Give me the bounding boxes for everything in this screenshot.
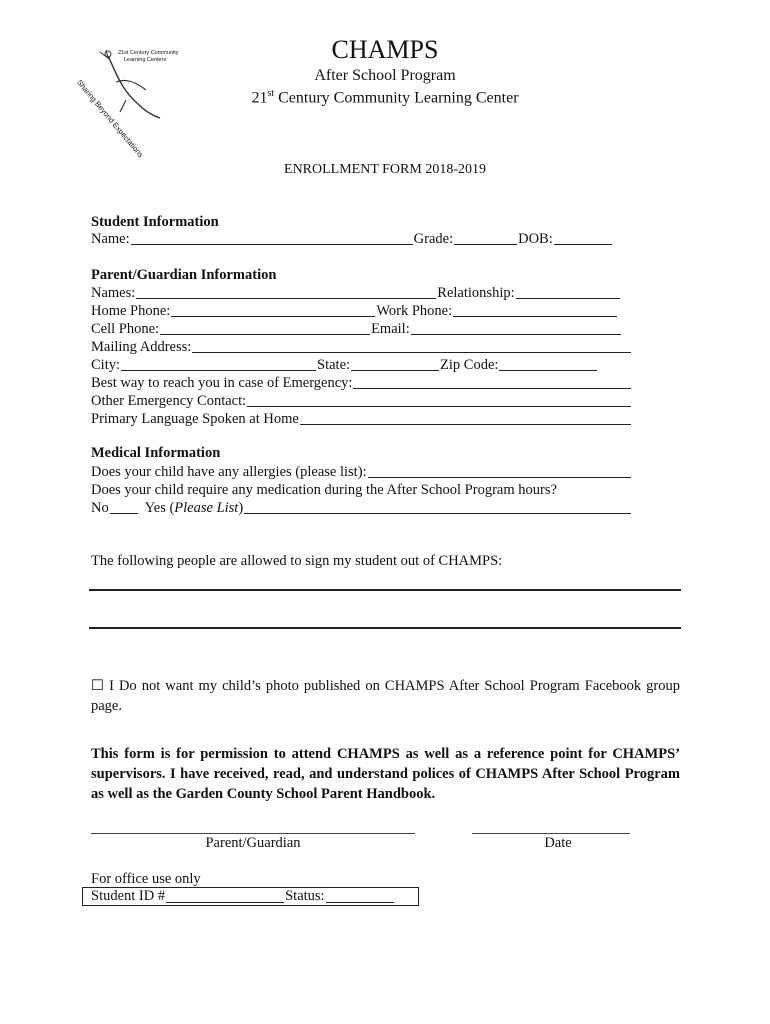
center-subtitle-number: 21 bbox=[251, 89, 268, 107]
no-field[interactable] bbox=[110, 513, 138, 514]
page-title: CHAMPS bbox=[331, 35, 439, 64]
parent-signature-line[interactable] bbox=[91, 833, 415, 834]
center-subtitle-text: Century Community Learning Center bbox=[274, 89, 519, 107]
grade-label: Grade: bbox=[413, 231, 454, 247]
allergies-label: Does your child have any allergies (please list): bbox=[91, 464, 367, 480]
photo-optout-checkbox[interactable]: ☐ bbox=[91, 678, 104, 694]
email-field[interactable] bbox=[411, 334, 621, 335]
student-name-field[interactable] bbox=[131, 244, 413, 245]
mailing-row bbox=[91, 338, 632, 356]
parent-info-heading: Parent/Guardian Information bbox=[91, 267, 277, 283]
student-id-field[interactable] bbox=[166, 902, 284, 903]
center-subtitle bbox=[0, 88, 770, 107]
other-contact-label: Other Emergency Contact: bbox=[91, 393, 247, 409]
state-field[interactable] bbox=[351, 370, 439, 371]
medication-question: Does your child require any medication during the After School Program hours? bbox=[91, 482, 557, 498]
office-use-heading: For office use only bbox=[91, 871, 201, 887]
work-phone-label: Work Phone: bbox=[376, 303, 453, 319]
date-label: Date bbox=[544, 835, 572, 851]
pickup-text: The following people are allowed to sign my student out of CHAMPS: bbox=[91, 553, 503, 569]
pickup-line-2[interactable] bbox=[89, 627, 681, 629]
dob-field[interactable] bbox=[554, 244, 612, 245]
work-phone-field[interactable] bbox=[453, 316, 617, 317]
logo-text-line1: 21st Century Community bbox=[118, 50, 179, 56]
pickup-line-1[interactable] bbox=[89, 589, 681, 591]
relationship-field[interactable] bbox=[516, 298, 620, 299]
form-title: ENROLLMENT FORM 2018-2019 bbox=[284, 162, 486, 177]
medical-info-heading: Medical Information bbox=[91, 445, 221, 461]
student-id-label: Student ID # bbox=[91, 888, 166, 904]
language-row bbox=[91, 410, 632, 428]
city-row bbox=[91, 356, 632, 374]
student-info-heading: Student Information bbox=[91, 214, 219, 230]
phones-row bbox=[91, 302, 632, 320]
other-contact-field[interactable] bbox=[247, 406, 631, 407]
student-name-row bbox=[91, 230, 632, 248]
status-field[interactable] bbox=[326, 902, 394, 903]
parent-signature-label: Parent/Guardian bbox=[205, 835, 301, 851]
logo-arc-text: Sharing Beyond Expectations bbox=[75, 78, 146, 160]
allergies-field[interactable] bbox=[368, 477, 631, 478]
names-field[interactable] bbox=[136, 298, 436, 299]
yes-label: Yes ( bbox=[144, 500, 175, 516]
relationship-label: Relationship: bbox=[437, 285, 515, 301]
home-phone-label: Home Phone: bbox=[91, 303, 171, 319]
permission-text: This form is for permission to attend CHAMPS as well as a reference point for CHAMPS’ supervisors. I have received, read, and understand polices of CHAMPS After School Program as well as the Garden County School Parent Handbook. bbox=[91, 746, 680, 802]
language-field[interactable] bbox=[300, 424, 631, 425]
other-contact-row bbox=[91, 392, 632, 410]
close-paren: ) bbox=[238, 500, 244, 516]
emergency-row bbox=[91, 374, 632, 392]
center-subtitle-sup: st bbox=[267, 88, 275, 99]
home-phone-field[interactable] bbox=[171, 316, 375, 317]
cell-email-row bbox=[91, 320, 632, 338]
state-label: State: bbox=[317, 357, 351, 373]
name-label: Name: bbox=[91, 231, 130, 247]
grade-field[interactable] bbox=[454, 244, 517, 245]
emergency-label: Best way to reach you in case of Emergency: bbox=[91, 375, 353, 391]
dob-label: DOB: bbox=[518, 231, 553, 247]
medication-answer-row bbox=[91, 499, 632, 517]
emergency-field[interactable] bbox=[353, 388, 631, 389]
city-label: City: bbox=[91, 357, 121, 373]
allergies-row bbox=[91, 463, 632, 481]
office-use-box bbox=[82, 887, 419, 906]
photo-optout bbox=[91, 676, 680, 716]
zip-field[interactable] bbox=[499, 370, 597, 371]
names-label: Names: bbox=[91, 285, 136, 301]
logo-text-line2: Learning Centers bbox=[124, 57, 167, 63]
names-row bbox=[91, 284, 632, 302]
mailing-label: Mailing Address: bbox=[91, 339, 192, 355]
medication-row bbox=[91, 481, 632, 499]
language-label: Primary Language Spoken at Home bbox=[91, 411, 299, 427]
mailing-address-field[interactable] bbox=[192, 352, 631, 353]
date-signature-line[interactable] bbox=[472, 833, 630, 834]
status-label: Status: bbox=[285, 888, 325, 904]
city-field[interactable] bbox=[121, 370, 316, 371]
please-list-label: Please List bbox=[174, 500, 239, 516]
photo-optout-text: I Do not want my child’s photo published on CHAMPS After School Program Facebook group page. bbox=[91, 678, 681, 714]
program-subtitle: After School Program bbox=[314, 67, 456, 84]
no-label: No bbox=[91, 500, 109, 516]
zip-label: Zip Code: bbox=[440, 357, 499, 373]
email-label: Email: bbox=[371, 321, 410, 337]
cell-phone-label: Cell Phone: bbox=[91, 321, 160, 337]
cell-phone-field[interactable] bbox=[160, 334, 370, 335]
medication-list-field[interactable] bbox=[244, 513, 631, 514]
